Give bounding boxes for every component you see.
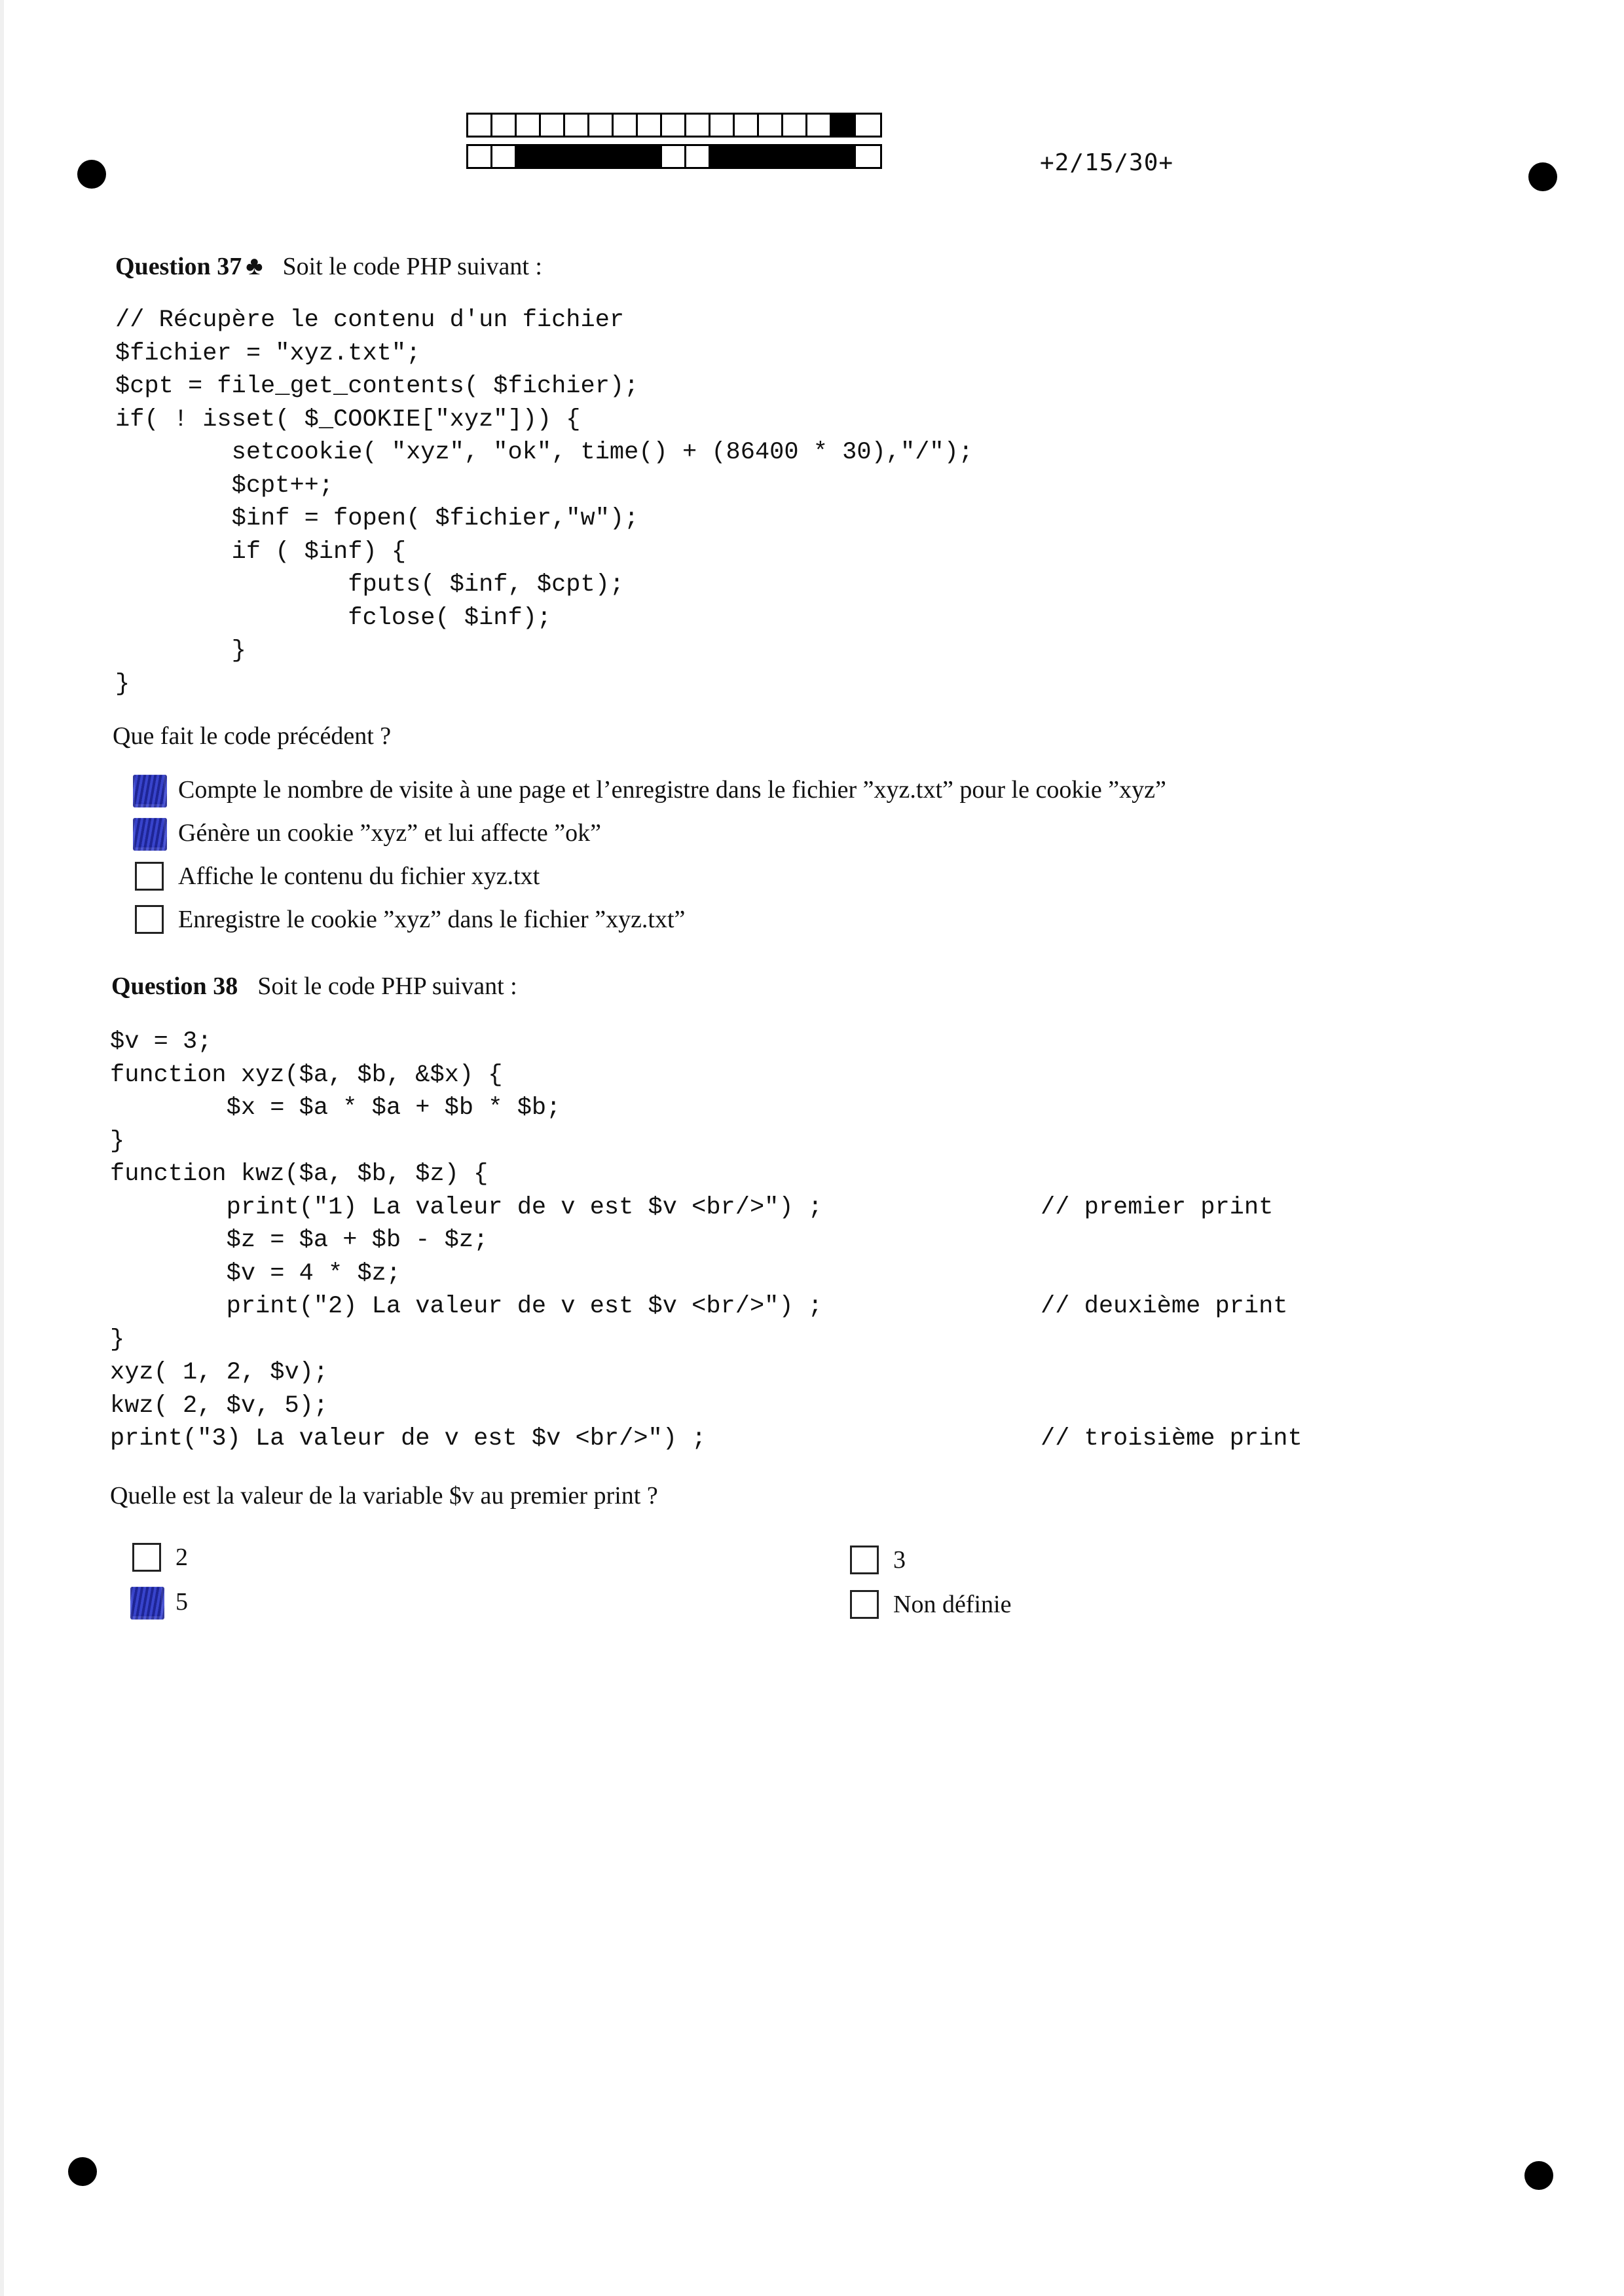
question-37-prompt: Que fait le code précédent ? — [113, 722, 392, 750]
code-line: $v = 4 * $z; — [110, 1259, 401, 1287]
choice-label: Affiche le contenu du fichier xyz.txt — [178, 862, 540, 890]
id-cell — [492, 115, 517, 136]
question-38-prompt: Quelle est la valeur de la variable $v au premier print ? — [110, 1482, 658, 1509]
q37-choice-4[interactable] — [135, 905, 685, 934]
code-line: } — [110, 1325, 125, 1354]
code-line: print("3) La valeur de v est $v <br/>") ; // troisième print — [110, 1425, 1302, 1453]
registration-mark-top-right — [1528, 162, 1557, 191]
code-line: } — [110, 1127, 125, 1155]
question-38-heading — [111, 972, 517, 1001]
id-cell — [662, 146, 686, 167]
id-cell — [638, 115, 662, 136]
code-line: setcookie( "xyz", "ok", time() + (86400 * 30),"/"); — [115, 439, 974, 466]
q37-choice-1[interactable] — [135, 775, 1166, 804]
checkbox[interactable] — [132, 1587, 161, 1616]
choice-label: Non définie — [893, 1591, 1012, 1618]
code-line: $cpt = file_get_contents( $fichier); — [115, 373, 639, 400]
checkbox[interactable] — [135, 862, 164, 891]
code-line: if ( $inf) { — [115, 538, 407, 566]
code-line: fclose( $inf); — [115, 604, 552, 632]
question-intro: Soit le code PHP suivant : — [282, 253, 542, 280]
id-cell — [856, 115, 880, 136]
id-cell — [735, 146, 759, 167]
id-cell — [492, 146, 517, 167]
code-line: // Récupère le contenu d'un fichier — [115, 306, 625, 334]
id-cell — [783, 115, 807, 136]
id-cell — [517, 115, 541, 136]
code-line: if( ! isset( $_COOKIE["xyz"])) { — [115, 405, 581, 434]
registration-mark-bottom-right — [1524, 2161, 1553, 2190]
code-line: xyz( 1, 2, $v); — [110, 1359, 329, 1386]
registration-mark-top-left — [77, 160, 106, 189]
id-cell — [614, 146, 638, 167]
code-line: $x = $a * $a + $b * $b; — [110, 1094, 561, 1122]
code-line: } — [115, 670, 130, 698]
choice-label: 3 — [893, 1546, 906, 1574]
q38-choice-1[interactable] — [132, 1543, 188, 1572]
choice-label: Génère un cookie ”xyz” et lui affecte ”ok” — [178, 819, 601, 847]
checkbox[interactable] — [132, 1543, 161, 1572]
code-line: function xyz($a, $b, &$x) { — [110, 1061, 503, 1089]
question-number: Question 38 — [111, 972, 238, 1000]
id-cell — [686, 115, 710, 136]
question-number: Question 37 — [115, 253, 242, 280]
choice-label: Compte le nombre de visite à une page et l’enregistre dans le fichier ”xyz.txt” pour le cookie ”xyz” — [178, 776, 1166, 804]
id-cell — [565, 146, 589, 167]
checkbox[interactable] — [850, 1590, 879, 1619]
id-cell — [614, 115, 638, 136]
id-cell — [662, 115, 686, 136]
page-edge — [0, 0, 4, 2296]
id-cell — [807, 146, 832, 167]
id-cell — [807, 115, 832, 136]
id-cell — [735, 115, 759, 136]
choice-label: 2 — [175, 1544, 188, 1571]
code-line: $fichier = "xyz.txt"; — [115, 339, 421, 367]
id-cell — [541, 146, 565, 167]
code-line: kwz( 2, $v, 5); — [110, 1392, 329, 1420]
id-strip-row-2 — [466, 144, 882, 169]
id-cell — [468, 146, 492, 167]
id-strip-row-1 — [466, 113, 882, 138]
q38-choice-2[interactable] — [132, 1587, 188, 1616]
id-cell — [541, 115, 565, 136]
q37-choice-2[interactable] — [135, 819, 601, 847]
q38-choice-3[interactable] — [850, 1546, 906, 1574]
checkbox[interactable] — [135, 905, 164, 934]
checkbox[interactable] — [135, 819, 164, 847]
checkbox[interactable] — [850, 1546, 879, 1574]
code-line: fputs( $inf, $cpt); — [115, 571, 625, 599]
code-line: $cpt++; — [115, 472, 334, 500]
choice-label: Enregistre le cookie ”xyz” dans le fichier ”xyz.txt” — [178, 906, 686, 933]
id-cell — [686, 146, 710, 167]
choice-label: 5 — [175, 1588, 188, 1616]
id-cell — [832, 146, 856, 167]
id-cell — [759, 146, 783, 167]
id-cell — [710, 115, 735, 136]
code-line: $v = 3; — [110, 1028, 212, 1056]
id-cell — [589, 115, 614, 136]
id-cell — [783, 146, 807, 167]
code-line: print("2) La valeur de v est $v <br/>") ; // deuxième print — [110, 1293, 1288, 1320]
checkbox[interactable] — [135, 775, 164, 804]
club-icon: ♣ — [246, 251, 263, 280]
question-37-code-block — [115, 304, 973, 701]
code-line: print("1) La valeur de v est $v <br/>") ; // premier print — [110, 1193, 1274, 1221]
id-cell — [565, 115, 589, 136]
question-38-code-block — [110, 1026, 1302, 1456]
question-37-heading — [115, 250, 542, 281]
code-line: } — [115, 637, 246, 665]
id-cell — [468, 115, 492, 136]
code-line: $inf = fopen( $fichier,"w"); — [115, 505, 639, 532]
page-code: +2/15/30+ — [1040, 149, 1174, 176]
id-cell — [517, 146, 541, 167]
id-cell — [759, 115, 783, 136]
registration-mark-bottom-left — [68, 2157, 97, 2186]
code-line: function kwz($a, $b, $z) { — [110, 1160, 489, 1188]
id-cell — [856, 146, 880, 167]
code-line: $z = $a + $b - $z; — [110, 1227, 489, 1254]
id-cell — [832, 115, 856, 136]
id-cell — [710, 146, 735, 167]
id-cell — [589, 146, 614, 167]
id-cell — [638, 146, 662, 167]
q38-choice-4[interactable] — [850, 1590, 1011, 1619]
q37-choice-3[interactable] — [135, 862, 540, 891]
question-intro: Soit le code PHP suivant : — [257, 972, 517, 1000]
